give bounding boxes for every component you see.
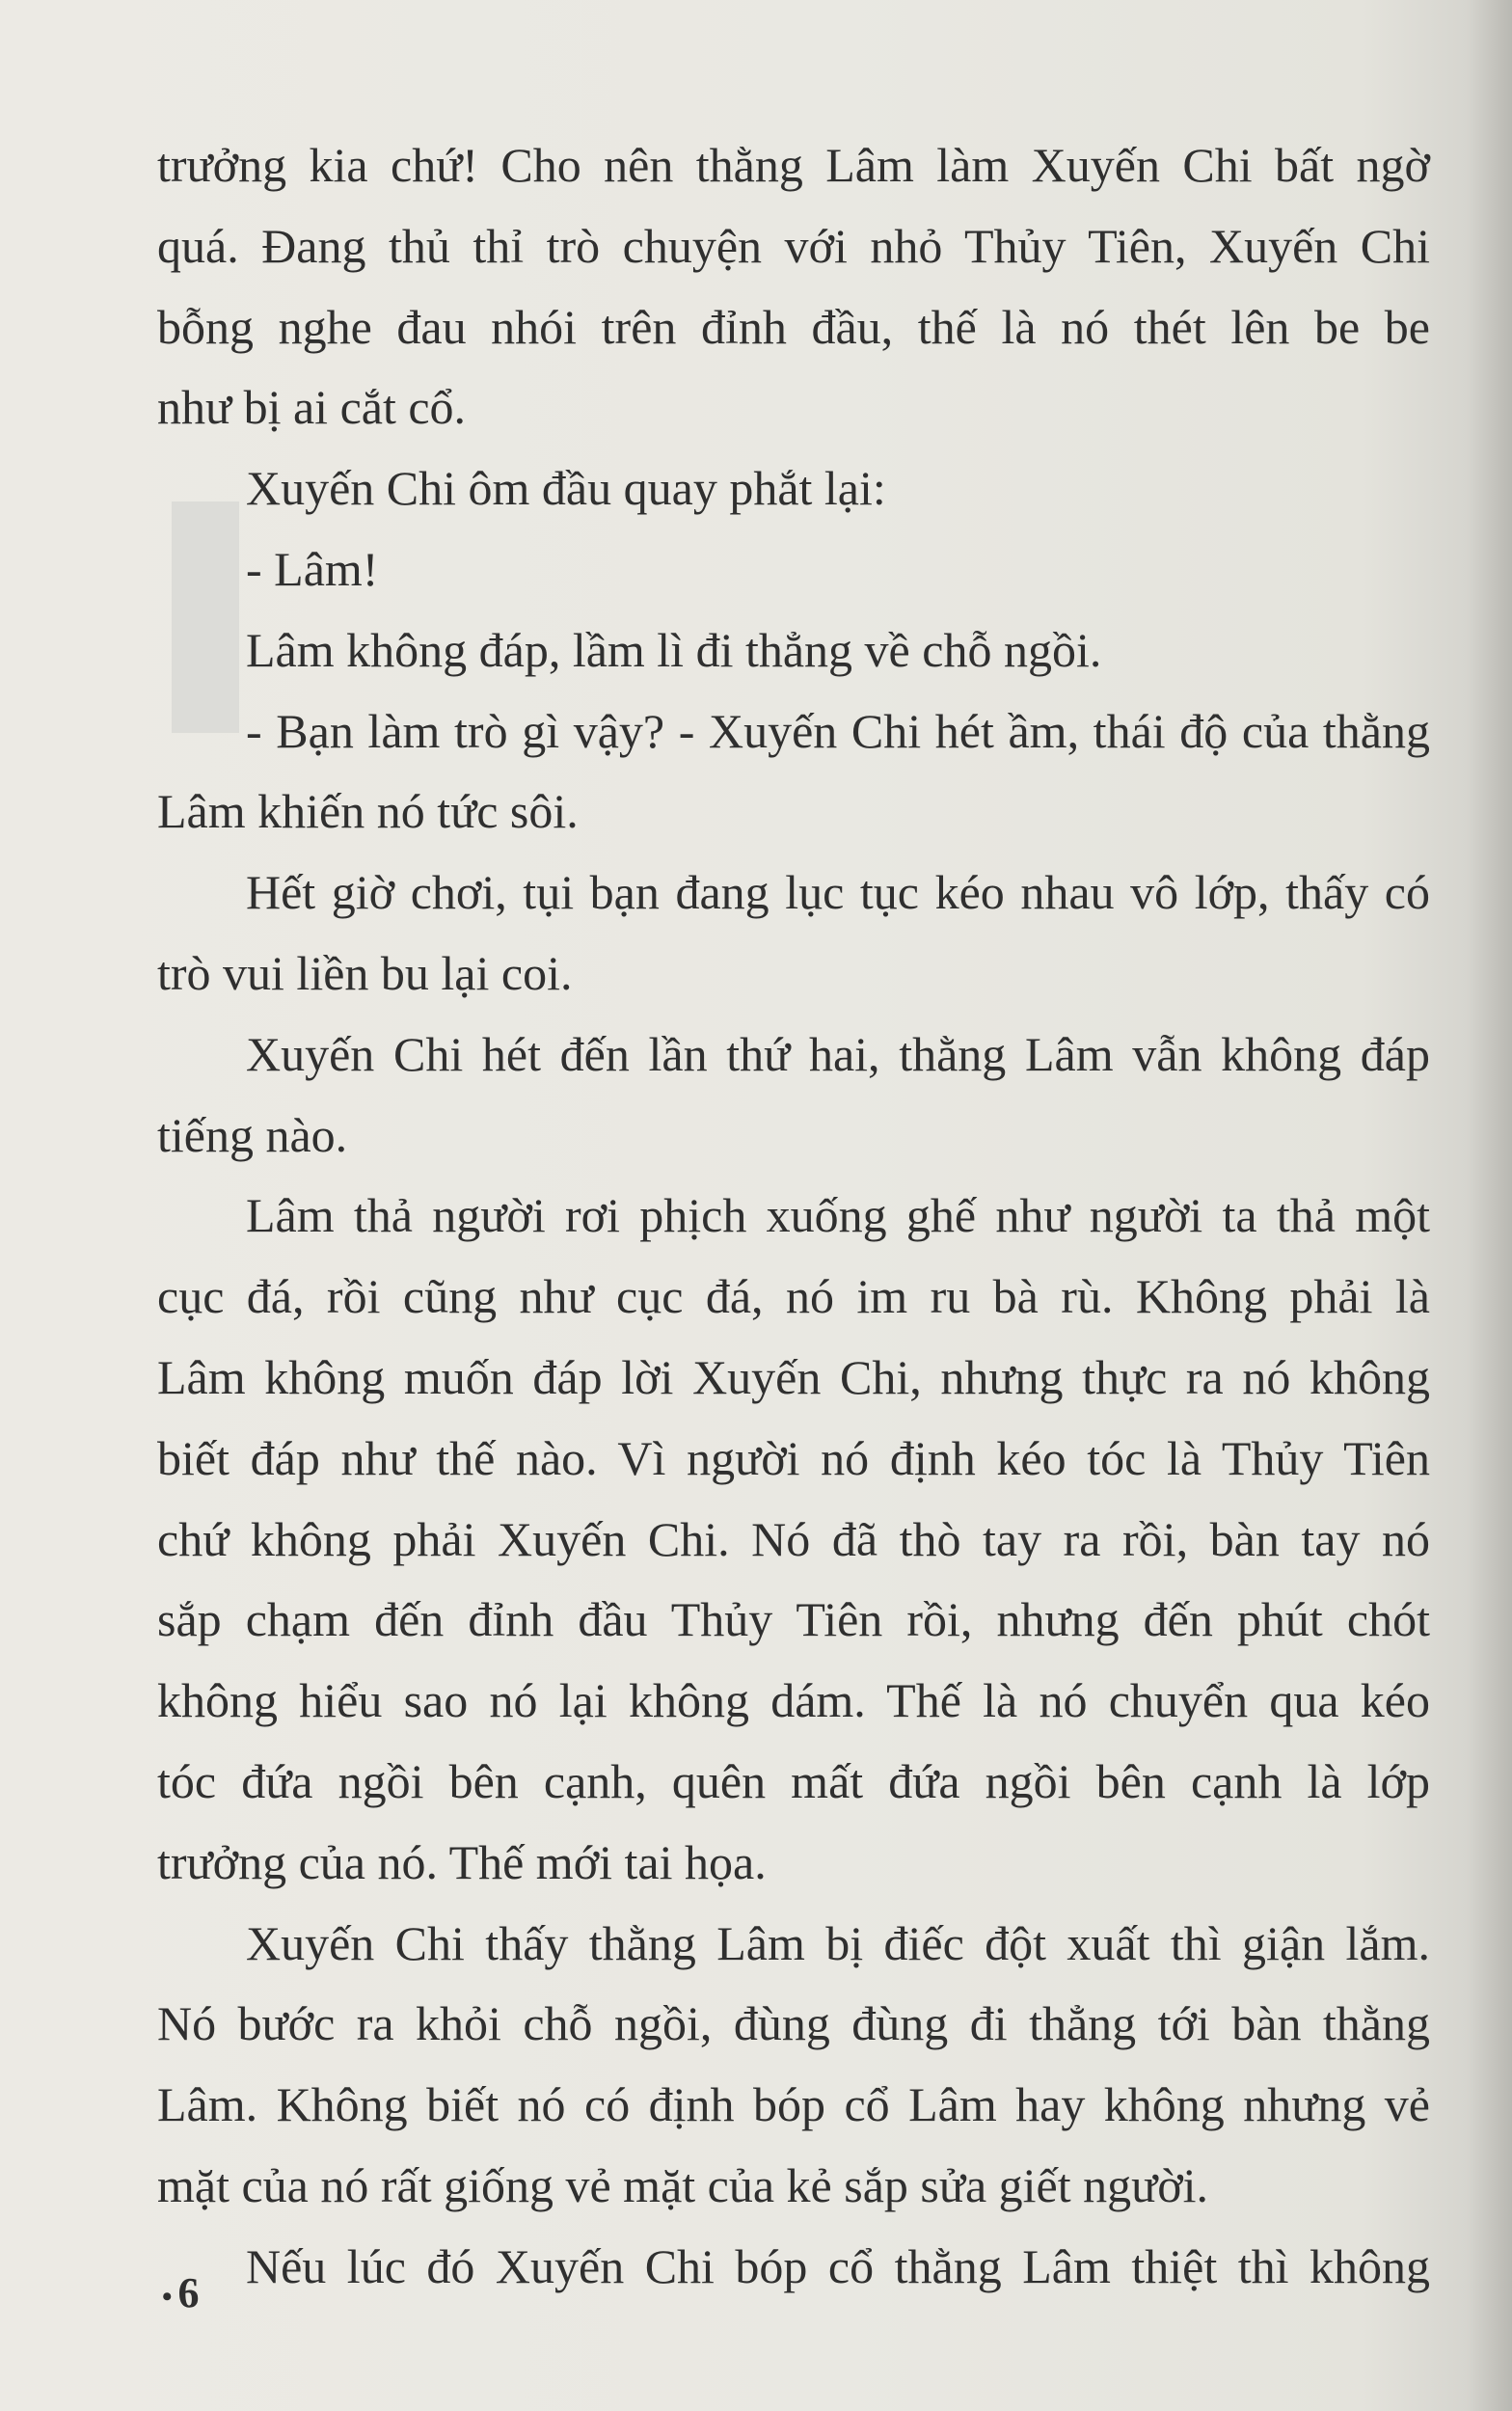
text-line: tiếng nào. — [157, 1107, 348, 1162]
text-line: tóc đứa ngồi bên cạnh, quên mất đứa ngồi bên cạnh là lớp — [157, 1753, 1430, 1808]
text-line: không hiểu sao nó lại không dám. Thế là nó chuyển qua kéo — [157, 1673, 1430, 1728]
text-line: Lâm thả người rơi phịch xuống ghế như người ta thả một — [246, 1188, 1430, 1243]
text-line: sắp chạm đến đỉnh đầu Thủy Tiên rồi, nhưng đến phút chót — [157, 1592, 1430, 1647]
text-line: quá. Đang thủ thỉ trò chuyện với nhỏ Thủy Tiên, Xuyến Chi — [157, 218, 1430, 273]
text-line: cục đá, rồi cũng như cục đá, nó im ru bà rù. Không phải là — [157, 1269, 1430, 1324]
text-line: Nếu lúc đó Xuyến Chi bóp cổ thằng Lâm thiệt thì không — [246, 2238, 1430, 2293]
text-line: Hết giờ chơi, tụi bạn đang lục tục kéo nhau vô lớp, thấy có — [246, 865, 1430, 920]
text-line: trò vui liền bu lại coi. — [157, 945, 573, 1000]
text-line: biết đáp như thế nào. Vì người nó định kéo tóc là Thủy Tiên — [157, 1430, 1430, 1485]
text-line: Xuyến Chi ôm đầu quay phắt lại: — [246, 461, 886, 516]
text-line: Lâm không đáp, lầm lì đi thẳng về chỗ ngồi. — [246, 622, 1102, 677]
text-line: Lâm khiến nó tức sôi. — [157, 784, 579, 839]
text-line: như bị ai cắt cổ. — [157, 380, 467, 435]
text-line: Lâm. Không biết nó có định bóp cổ Lâm hay không nhưng vẻ — [157, 2077, 1430, 2132]
text-line: bỗng nghe đau nhói trên đỉnh đầu, thế là nó thét lên be be — [157, 299, 1430, 354]
footer-bullet: • — [162, 2280, 173, 2313]
text-line: chứ không phải Xuyến Chi. Nó đã thò tay ra rồi, bàn tay nó — [157, 1511, 1430, 1566]
text-line: Xuyến Chi hét đến lần thứ hai, thằng Lâm vẫn không đáp — [246, 1026, 1430, 1081]
text-line: trưởng của nó. Thế mới tai họa. — [157, 1834, 767, 1889]
text-line: trưởng kia chứ! Cho nên thằng Lâm làm Xuyến Chi bất ngờ — [157, 138, 1430, 192]
page-number: 6 — [177, 2269, 200, 2316]
text-line: mặt của nó rất giống vẻ mặt của kẻ sắp sửa giết người. — [157, 2157, 1209, 2212]
text-line: Nó bước ra khỏi chỗ ngồi, đùng đùng đi thẳng tới bàn thằng — [157, 1996, 1430, 2051]
page-footer — [162, 2268, 200, 2317]
text-line: Lâm không muốn đáp lời Xuyến Chi, nhưng thực ra nó không — [157, 1349, 1430, 1404]
text-line: Xuyến Chi thấy thằng Lâm bị điếc đột xuất thì giận lắm. — [246, 1915, 1430, 1970]
text-line: - Bạn làm trò gì vậy? - Xuyến Chi hét ầm, thái độ của thằng — [246, 703, 1430, 758]
body-text — [157, 125, 1430, 2308]
text-line: - Lâm! — [246, 541, 379, 596]
